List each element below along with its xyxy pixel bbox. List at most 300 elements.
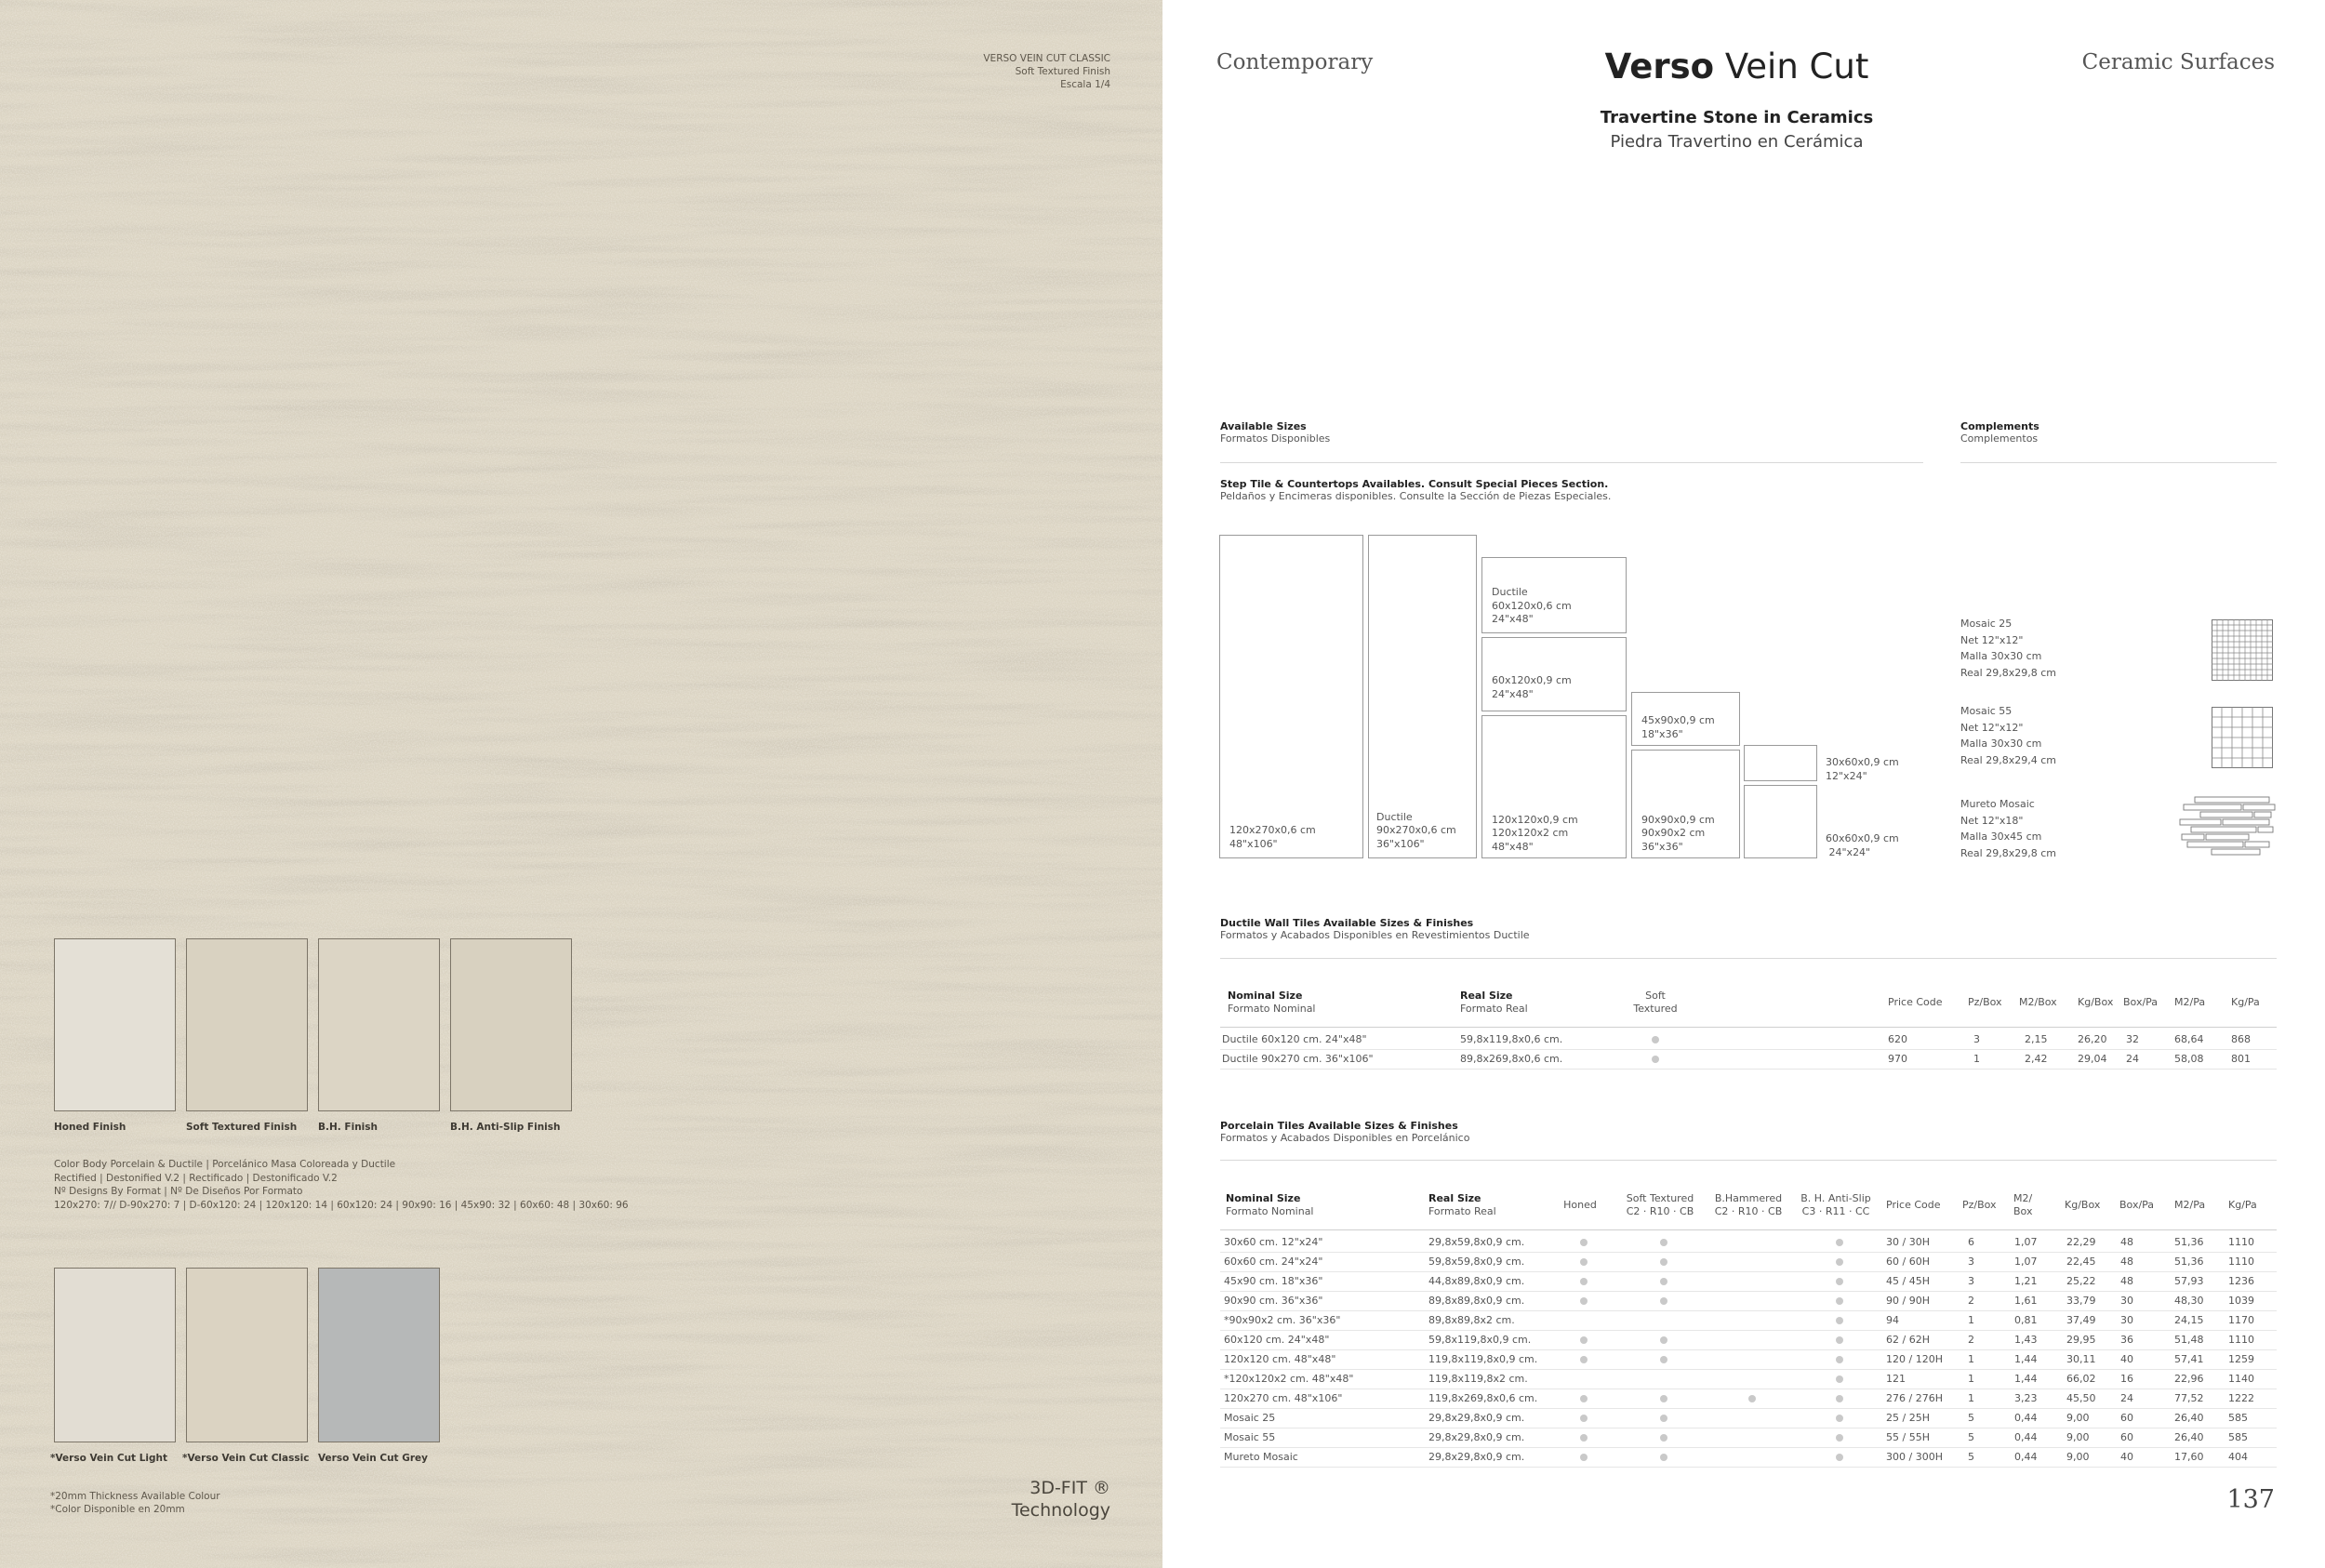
cell-m2: 3,23 (2014, 1392, 2038, 1404)
finish-dot-soft (1660, 1395, 1667, 1402)
cell-price: 55 / 55H (1886, 1431, 1930, 1443)
format-45x90 (1631, 692, 1740, 746)
cell-nominal: Ductile 90x270 cm. 36"x106" (1222, 1053, 1374, 1065)
swatch-soft-textured (186, 938, 308, 1111)
cell-pz: 1 (1973, 1053, 1980, 1065)
cell-kg: 26,20 (2078, 1033, 2107, 1045)
cell-price: 62 / 62H (1886, 1334, 1930, 1346)
col-m2pa: M2/Pa (2174, 996, 2206, 1008)
note-subtitle: Peldaños y Encimeras disponibles. Consulte la Sección de Piezas Especiales. (1220, 490, 1612, 502)
format-label-30x60 (1826, 756, 1899, 783)
header-label: Formato Nominal (1226, 1205, 1314, 1217)
complement-mosaic-25 (1960, 616, 2056, 681)
col-m2pa: M2/Pa (2174, 1199, 2206, 1211)
page-number: 137 (2226, 1485, 2275, 1514)
color-label: *Verso Vein Cut Light (50, 1453, 168, 1464)
finish-dot-anti (1836, 1317, 1843, 1324)
mosaic-25-icon (2212, 619, 2273, 681)
col-boxpa: Box/Pa (2123, 996, 2159, 1008)
header-label: Nominal Size (1226, 1192, 1301, 1204)
cell-m2: 0,44 (2014, 1451, 2038, 1463)
cell-kg: 30,11 (2066, 1353, 2096, 1365)
cell-m2: 1,44 (2014, 1373, 2038, 1385)
header-label: Box (2013, 1205, 2033, 1217)
cell-m2: 1,07 (2014, 1236, 2038, 1248)
complement-line: Real 29,8x29,4 cm (1960, 753, 2056, 766)
divider (1220, 1027, 2277, 1028)
header-label: Real Size (1460, 990, 1513, 1002)
info-line: Rectified | Destonified V.2 | Rectificado | Destonificado V.2 (54, 1172, 338, 1184)
finish-dot-anti (1836, 1375, 1843, 1383)
divider (1960, 462, 2277, 463)
finish-dot-anti (1836, 1297, 1843, 1305)
cell-real: 44,8x89,8x0,9 cm. (1428, 1275, 1525, 1287)
cell-m2pa: 51,48 (2174, 1334, 2204, 1346)
technology-badge (1012, 1477, 1110, 1521)
section-title: Ductile Wall Tiles Available Sizes & Finishes (1220, 917, 1474, 929)
finish-dot-anti (1836, 1395, 1843, 1402)
finish-dot-honed (1580, 1336, 1588, 1344)
cell-m2: 1,21 (2014, 1275, 2038, 1287)
cell-pz: 1 (1968, 1373, 1974, 1385)
finish-dot-anti (1836, 1454, 1843, 1461)
finish-label: B.H. Anti-Slip Finish (450, 1122, 561, 1133)
format-line: 30x60x0,9 cm (1826, 756, 1899, 768)
cell-kg: 66,02 (2066, 1373, 2096, 1385)
format-90x90 (1631, 750, 1740, 858)
cell-boxpa: 40 (2120, 1353, 2133, 1365)
finish-dot-soft (1660, 1258, 1667, 1266)
finish-dot-soft (1660, 1434, 1667, 1442)
finish-label: Honed Finish (54, 1122, 126, 1133)
cell-boxpa: 36 (2120, 1334, 2133, 1346)
cell-nominal: 90x90 cm. 36"x36" (1224, 1295, 1323, 1307)
cell-nominal: 60x120 cm. 24"x48" (1224, 1334, 1330, 1346)
finish-dot-honed (1580, 1356, 1588, 1363)
cell-nominal: Mureto Mosaic (1224, 1451, 1298, 1463)
title-bold: Verso (1604, 47, 1715, 86)
cell-real: 59,8x59,8x0,9 cm. (1428, 1256, 1525, 1268)
cell-boxpa: 40 (2120, 1451, 2133, 1463)
format-label (1641, 714, 1715, 741)
cell-boxpa: 48 (2120, 1236, 2133, 1248)
col-honed: Honed (1563, 1199, 1597, 1211)
cell-real: 119,8x119,8x2 cm. (1428, 1373, 1528, 1385)
finish-dot-soft (1660, 1239, 1667, 1246)
cell-price: 45 / 45H (1886, 1275, 1930, 1287)
cell-m2pa: 51,36 (2174, 1236, 2204, 1248)
header-label: Formato Real (1460, 1003, 1528, 1015)
cell-m2pa: 57,93 (2174, 1275, 2204, 1287)
cell-pz: 3 (1968, 1256, 1974, 1268)
product-title (1488, 47, 1986, 86)
cell-pz: 2 (1968, 1295, 1974, 1307)
col-nominal (1226, 1192, 1314, 1218)
collection-label: Ceramic Surfaces (2081, 50, 2275, 74)
format-line: 18"x36" (1641, 727, 1683, 740)
finish-dot-honed (1580, 1278, 1588, 1285)
cell-m2pa: 22,96 (2174, 1373, 2204, 1385)
format-60x120-ductile (1481, 557, 1627, 633)
finish-dot (1652, 1056, 1659, 1063)
finish-dot-anti (1836, 1239, 1843, 1246)
header-label: Soft (1645, 990, 1666, 1002)
finish-dot-honed (1580, 1297, 1588, 1305)
cell-boxpa: 30 (2120, 1295, 2133, 1307)
cell-nominal: 120x270 cm. 48"x106" (1224, 1392, 1343, 1404)
cell-price: 620 (1888, 1033, 1907, 1045)
format-line: 45x90x0,9 cm (1641, 714, 1715, 726)
cell-kgpa: 1039 (2228, 1295, 2254, 1307)
format-line: 60x120x0,9 cm (1492, 674, 1572, 686)
cell-price: 970 (1888, 1053, 1907, 1065)
complement-line: Net 12"x12" (1960, 721, 2024, 734)
format-120x270 (1219, 535, 1363, 858)
cell-boxpa: 60 (2120, 1412, 2133, 1424)
finish-dot-soft (1660, 1278, 1667, 1285)
complement-line: Malla 30x30 cm (1960, 737, 2042, 750)
cell-pz: 3 (1973, 1033, 1980, 1045)
complements-heading (1960, 420, 2039, 445)
row-divider (1220, 1049, 2277, 1050)
title-rest: Vein Cut (1714, 47, 1869, 86)
footnote (50, 1490, 220, 1516)
cell-pz: 1 (1968, 1314, 1974, 1326)
row-divider (1220, 1369, 2277, 1370)
row-divider (1220, 1467, 2277, 1468)
cell-price: 60 / 60H (1886, 1256, 1930, 1268)
cell-boxpa: 24 (2120, 1392, 2133, 1404)
header-label: C2 · R10 · CB (1626, 1205, 1694, 1217)
format-label (1229, 824, 1316, 851)
cell-kgpa: 1140 (2228, 1373, 2254, 1385)
col-real (1460, 990, 1528, 1016)
finish-dot-soft (1660, 1336, 1667, 1344)
finish-dot-anti (1836, 1336, 1843, 1344)
divider (1220, 1229, 2277, 1230)
header-label: Formato Nominal (1228, 1003, 1316, 1015)
row-divider (1220, 1349, 2277, 1350)
cell-price: 94 (1886, 1314, 1899, 1326)
col-nominal (1228, 990, 1316, 1016)
cell-real: 89,8x89,8x0,9 cm. (1428, 1295, 1525, 1307)
col-m2 (2013, 1192, 2032, 1218)
cell-kg: 9,00 (2066, 1412, 2090, 1424)
cell-pz: 5 (1968, 1451, 1974, 1463)
cell-m2: 0,44 (2014, 1412, 2038, 1424)
format-60x60 (1744, 785, 1817, 858)
cell-m2: 2,15 (2025, 1033, 2048, 1045)
divider (1220, 1160, 2277, 1161)
format-label (1492, 814, 1578, 855)
header-label: Real Size (1428, 1192, 1481, 1204)
cell-boxpa: 48 (2120, 1256, 2133, 1268)
format-line: 24"x48" (1492, 687, 1534, 700)
complement-line: Net 12"x12" (1960, 633, 2024, 646)
complement-line: Mosaic 25 (1960, 618, 2013, 630)
cell-nominal: 120x120 cm. 48"x48" (1224, 1353, 1336, 1365)
format-60x120 (1481, 637, 1627, 711)
format-line: 90x90x0,9 cm (1641, 813, 1715, 826)
finish-dot-bh (1748, 1395, 1756, 1402)
col-price: Price Code (1888, 996, 1943, 1008)
col-price: Price Code (1886, 1199, 1941, 1211)
cell-m2: 1,07 (2014, 1256, 2038, 1268)
header-label: Soft Textured (1626, 1192, 1694, 1204)
cell-m2: 0,44 (2014, 1431, 2038, 1443)
header-label: B.Hammered (1714, 1192, 1783, 1204)
product-info (54, 1158, 629, 1212)
format-90x270-ductile (1368, 535, 1477, 858)
cell-pz: 2 (1968, 1334, 1974, 1346)
cell-boxpa: 60 (2120, 1431, 2133, 1443)
cell-kgpa: 1170 (2228, 1314, 2254, 1326)
cell-m2pa: 51,36 (2174, 1256, 2204, 1268)
header-label: Nominal Size (1228, 990, 1303, 1002)
format-line: 90x270x0,6 cm (1376, 824, 1456, 836)
finish-dot-soft (1660, 1415, 1667, 1422)
header-label: Formato Real (1428, 1205, 1496, 1217)
swatch-bh (318, 938, 440, 1111)
col-kgpa: Kg/Pa (2228, 1199, 2257, 1211)
footnote-line: *Color Disponible en 20mm (50, 1504, 185, 1515)
cell-kgpa: 1222 (2228, 1392, 2254, 1404)
mureto-mosaic-icon (2178, 796, 2277, 856)
format-line: 120x270x0,6 cm (1229, 824, 1316, 836)
divider (1220, 462, 1923, 463)
cell-nominal: 60x60 cm. 24"x24" (1224, 1256, 1323, 1268)
header-label: C2 · R10 · CB (1714, 1205, 1783, 1217)
section-subtitle: Formatos y Acabados Disponibles en Revestimientos Ductile (1220, 929, 1530, 941)
cell-price: 276 / 276H (1886, 1392, 1943, 1404)
cell-kgpa: 801 (2231, 1053, 2251, 1065)
caption-line: VERSO VEIN CUT CLASSIC (983, 53, 1110, 64)
cell-m2: 1,61 (2014, 1295, 2038, 1307)
row-divider (1220, 1069, 2277, 1070)
swatch-bh-anti-slip (450, 938, 572, 1111)
note-title: Step Tile & Countertops Availables. Consult Special Pieces Section. (1220, 478, 1609, 490)
col-kg: Kg/Box (2065, 1199, 2101, 1211)
cell-price: 120 / 120H (1886, 1353, 1943, 1365)
cell-pz: 5 (1968, 1412, 1974, 1424)
cell-m2pa: 26,40 (2174, 1431, 2204, 1443)
format-label-60x60 (1826, 832, 1899, 859)
color-label: Verso Vein Cut Grey (318, 1453, 428, 1464)
row-divider (1220, 1252, 2277, 1253)
cell-price: 25 / 25H (1886, 1412, 1930, 1424)
finish-dot-soft (1660, 1356, 1667, 1363)
section-title: Porcelain Tiles Available Sizes & Finishes (1220, 1120, 1458, 1132)
tech-line: 3D-FIT ® (1030, 1478, 1110, 1498)
complement-line: Mosaic 55 (1960, 705, 2013, 717)
cell-kg: 33,79 (2066, 1295, 2096, 1307)
format-line: 24"x48" (1492, 613, 1534, 625)
complement-line: Real 29,8x29,8 cm (1960, 846, 2056, 859)
swatch-light (54, 1268, 176, 1442)
cell-pz: 1 (1968, 1353, 1974, 1365)
product-subtitle-es: Piedra Travertino en Cerámica (1610, 132, 1864, 152)
finish-dot-anti (1836, 1434, 1843, 1442)
format-line: Ductile (1492, 586, 1528, 598)
cell-kgpa: 1110 (2228, 1334, 2254, 1346)
cell-m2pa: 57,41 (2174, 1353, 2204, 1365)
product-subtitle: Travertine Stone in Ceramics (1600, 108, 1874, 127)
cell-m2: 2,42 (2025, 1053, 2048, 1065)
col-boxpa: Box/Pa (2119, 1199, 2155, 1211)
finish-dot-soft (1660, 1454, 1667, 1461)
format-120x120 (1481, 715, 1627, 858)
row-divider (1220, 1330, 2277, 1331)
header-label: C3 · R11 · CC (1801, 1205, 1870, 1217)
cell-kg: 37,49 (2066, 1314, 2096, 1326)
cell-kg: 29,95 (2066, 1334, 2096, 1346)
category-label: Contemporary (1216, 50, 1374, 74)
caption-line: Escala 1/4 (1060, 79, 1110, 90)
info-line: Color Body Porcelain & Ductile | Porcelánico Masa Coloreada y Ductile (54, 1159, 396, 1170)
section-subtitle: Formatos y Acabados Disponibles en Porcelánico (1220, 1132, 1470, 1144)
cell-kg: 22,29 (2066, 1236, 2096, 1248)
cell-boxpa: 24 (2126, 1053, 2139, 1065)
format-line: 48"x48" (1492, 840, 1534, 853)
cell-m2pa: 26,40 (2174, 1412, 2204, 1424)
section-title: Complements (1960, 420, 2039, 432)
cell-m2: 1,44 (2014, 1353, 2038, 1365)
cell-m2: 1,43 (2014, 1334, 2038, 1346)
complement-line: Net 12"x18" (1960, 814, 2024, 827)
col-anti-slip (1790, 1192, 1881, 1218)
finish-dot-honed (1580, 1239, 1588, 1246)
cell-real: 29,8x29,8x0,9 cm. (1428, 1412, 1525, 1424)
finish-dot (1652, 1036, 1659, 1043)
finish-dot-anti (1836, 1356, 1843, 1363)
cell-m2pa: 77,52 (2174, 1392, 2204, 1404)
cell-m2pa: 68,64 (2174, 1033, 2204, 1045)
swatch-classic (186, 1268, 308, 1442)
cell-pz: 3 (1968, 1275, 1974, 1287)
finish-dot-honed (1580, 1415, 1588, 1422)
cell-kgpa: 1259 (2228, 1353, 2254, 1365)
format-label (1492, 674, 1572, 701)
col-pz: Pz/Box (1962, 1199, 1997, 1211)
cell-boxpa: 32 (2126, 1033, 2139, 1045)
cell-pz: 1 (1968, 1392, 1974, 1404)
finish-label: B.H. Finish (318, 1122, 378, 1133)
complement-mureto-mosaic (1960, 796, 2056, 861)
cell-kgpa: 404 (2228, 1451, 2248, 1463)
format-30x60 (1744, 745, 1817, 781)
info-line: 120x270: 7// D-90x270: 7 | D-60x120: 24 | 120x120: 14 | 60x120: 24 | 90x90: 16 | 45x90: 32 | 60x60: 48 | 30x60: 96 (54, 1199, 629, 1211)
format-line: 120x120x2 cm (1492, 827, 1569, 839)
col-kg: Kg/Box (2078, 996, 2114, 1008)
cell-price: 300 / 300H (1886, 1451, 1943, 1463)
complement-line: Malla 30x45 cm (1960, 831, 2042, 843)
finish-label: Soft Textured Finish (186, 1122, 298, 1133)
format-line: 120x120x0,9 cm (1492, 813, 1578, 826)
col-soft-textured (1618, 1192, 1702, 1218)
format-line: 48"x106" (1229, 837, 1278, 850)
cell-real: 89,8x269,8x0,6 cm. (1460, 1053, 1563, 1065)
format-line: 36"x36" (1641, 840, 1683, 853)
cell-kgpa: 1110 (2228, 1256, 2254, 1268)
cell-kg: 45,50 (2066, 1392, 2096, 1404)
format-line: 24"x24" (1826, 845, 1871, 858)
cell-real: 29,8x59,8x0,9 cm. (1428, 1236, 1525, 1248)
complement-line: Mureto Mosaic (1960, 798, 2035, 810)
finish-dot-honed (1580, 1454, 1588, 1461)
header-label: M2/ (2013, 1192, 2033, 1204)
col-kgpa: Kg/Pa (2231, 996, 2260, 1008)
porcelain-heading (1220, 1120, 1469, 1144)
format-line: 90x90x2 cm (1641, 827, 1706, 839)
col-m2: M2/Box (2019, 996, 2057, 1008)
complement-line: Malla 30x30 cm (1960, 650, 2042, 662)
finish-dot-honed (1580, 1434, 1588, 1442)
cell-kg: 22,45 (2066, 1256, 2096, 1268)
swatch-honed (54, 938, 176, 1111)
row-divider (1220, 1408, 2277, 1409)
cell-m2pa: 24,15 (2174, 1314, 2204, 1326)
col-real (1428, 1192, 1496, 1218)
cell-m2: 0,81 (2014, 1314, 2038, 1326)
cell-boxpa: 30 (2120, 1314, 2133, 1326)
cell-kg: 25,22 (2066, 1275, 2096, 1287)
cell-real: 59,8x119,8x0,6 cm. (1460, 1033, 1563, 1045)
divider (1220, 958, 2277, 959)
cell-boxpa: 16 (2120, 1373, 2133, 1385)
cell-kgpa: 1110 (2228, 1236, 2254, 1248)
row-divider (1220, 1271, 2277, 1272)
cell-kgpa: 868 (2231, 1033, 2251, 1045)
format-line: 60x60x0,9 cm (1826, 832, 1899, 844)
col-bhammered (1707, 1192, 1790, 1218)
cell-nominal: 30x60 cm. 12"x24" (1224, 1236, 1323, 1248)
section-subtitle: Formatos Disponibles (1220, 432, 1331, 445)
cell-price: 30 / 30H (1886, 1236, 1930, 1248)
scale-caption (983, 52, 1110, 91)
col-soft-textured (1618, 990, 1693, 1016)
cell-boxpa: 48 (2120, 1275, 2133, 1287)
cell-real: 119,8x269,8x0,6 cm. (1428, 1392, 1538, 1404)
caption-line: Soft Textured Finish (1015, 66, 1110, 77)
finish-dot-soft (1660, 1297, 1667, 1305)
finish-dot-honed (1580, 1395, 1588, 1402)
cell-nominal: Mosaic 55 (1224, 1431, 1276, 1443)
spec-page (1162, 0, 2325, 1568)
format-line: 36"x106" (1376, 837, 1425, 850)
format-line: 60x120x0,6 cm (1492, 599, 1572, 612)
cell-nominal: 45x90 cm. 18"x36" (1224, 1275, 1323, 1287)
complement-mosaic-55 (1960, 703, 2056, 768)
cell-kgpa: 585 (2228, 1412, 2248, 1424)
finish-dot-honed (1580, 1258, 1588, 1266)
format-label (1492, 586, 1572, 627)
info-line: Nº Designs By Format | Nº De Diseños Por Formato (54, 1186, 303, 1197)
header-label: B. H. Anti-Slip (1800, 1192, 1871, 1204)
row-divider (1220, 1447, 2277, 1448)
ductile-heading (1220, 917, 1530, 941)
cell-pz: 6 (1968, 1236, 1974, 1248)
tech-line: Technology (1011, 1500, 1110, 1521)
section-title: Available Sizes (1220, 420, 1307, 432)
row-divider (1220, 1310, 2277, 1311)
format-label (1641, 814, 1715, 855)
cell-m2pa: 17,60 (2174, 1451, 2204, 1463)
cell-nominal: Mosaic 25 (1224, 1412, 1276, 1424)
cell-real: 59,8x119,8x0,9 cm. (1428, 1334, 1532, 1346)
row-divider (1220, 1291, 2277, 1292)
format-label (1376, 811, 1456, 852)
complement-line: Real 29,8x29,8 cm (1960, 666, 2056, 679)
